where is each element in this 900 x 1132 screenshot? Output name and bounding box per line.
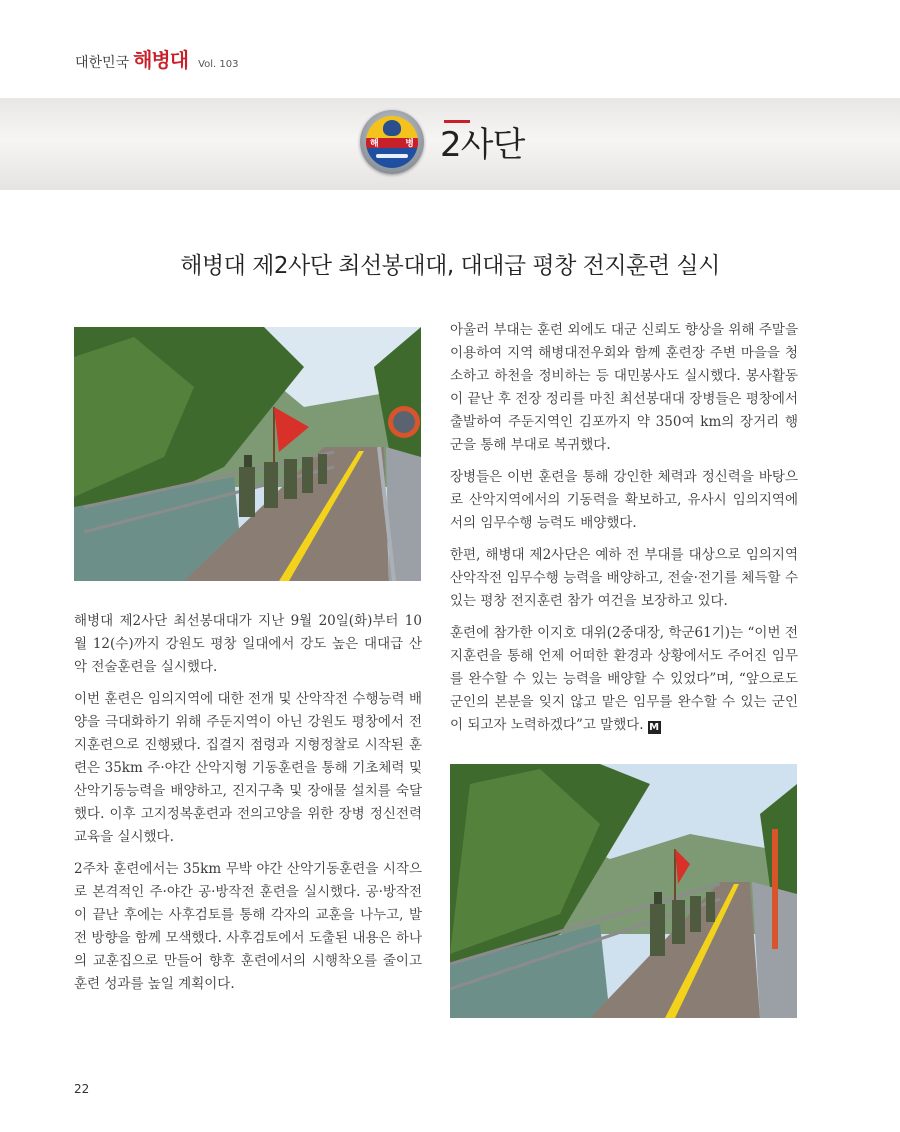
section-title: 2사단 xyxy=(440,125,525,165)
article-column-right xyxy=(450,319,798,746)
masthead xyxy=(75,44,238,73)
article-column-left xyxy=(74,610,422,1005)
photo-marines-march-2 xyxy=(450,764,797,1018)
photo-marines-march-1 xyxy=(74,327,421,581)
article-paragraph: 해병대 제2사단 최선봉대대가 지난 9월 20일(화)부터 10월 12(수)까지 강원도 평창 일대에서 강도 높은 대대급 산악 전술훈련을 실시했다. xyxy=(74,613,422,675)
marine-corps-emblem-icon xyxy=(360,110,424,174)
masthead-country: 대한민국 xyxy=(75,55,130,71)
article-paragraph: 이번 훈련은 임의지역에 대한 전개 및 산악작전 수행능력 배양을 극대화하기 위해 주둔지역이 아닌 강원도 평창에서 전지훈련으로 진행됐다. 집결지 점령과 지형정찰로 시작된 훈련은 35km 주·야간 산악지형 기동훈련을 통해 기초체력 및 산악기동능력을 배양하고, 진지구축 및 장애물 설치를 숙달했다. 이후 고지정복훈련과 전의고양을 위한 장병 정신전력 교육을 실시했다. xyxy=(74,691,422,845)
article-paragraph-text: 훈련에 참가한 이지호 대위(2중대장, 학군61기)는 “이번 전지훈련을 통해 언제 어떠한 환경과 상황에서도 주어진 임무를 완수할 수 있는 능력을 배양할 수 있었다”며, “앞으로도 군인의 본분을 잊지 않고 맡은 임무를 완수할 수 있는 군인이 되고자 노력하겠다”고 말했다. xyxy=(450,625,798,733)
emblem-face xyxy=(366,116,418,168)
masthead-brand: 해병대 xyxy=(133,48,189,72)
article-paragraph: 장병들은 이번 훈련을 통해 강인한 체력과 정신력을 바탕으로 산악지역에서의 기동력을 확보하고, 유사시 임의지역에서의 임무수행 능력도 배양했다. xyxy=(450,469,798,531)
emblem-wave xyxy=(376,154,408,158)
section-title-accent xyxy=(444,120,470,123)
dragon-icon xyxy=(383,120,401,136)
article-paragraph: 한편, 해병대 제2사단은 예하 전 부대를 대상으로 임의지역 산악작전 임무수행 능력을 배양하고, 전술·전기를 체득할 수 있는 평창 전지훈련 참가 여건을 보장하고 있다. xyxy=(450,547,798,609)
end-mark-icon: M xyxy=(649,722,660,733)
article-headline: 해병대 제2사단 최선봉대대, 대대급 평창 전지훈련 실시 xyxy=(180,253,720,279)
masthead-volume: Vol. 103 xyxy=(198,59,239,70)
article-paragraph-last xyxy=(450,622,798,737)
article-paragraph: 2주차 훈련에서는 35km 무박 야간 산악기동훈련을 시작으로 본격적인 주·야간 공·방작전 훈련을 실시했다. 공·방작전이 끝난 후에는 사후검토를 통해 각자의 교훈을 나누고, 발전 방향을 함께 모색했다. 사후검토에서 도출된 내용은 하나의 교훈집으로 만들어 향후 훈련에서의 시행착오를 줄이고 훈련 성과를 높일 계획이다. xyxy=(74,861,422,992)
emblem-left-char: 해 xyxy=(370,139,379,149)
page-number: 22 xyxy=(74,1082,90,1096)
emblem-right-char: 병 xyxy=(405,139,414,149)
article-paragraph: 아울러 부대는 훈련 외에도 대군 신뢰도 향상을 위해 주말을 이용하여 지역 해병대전우회와 함께 훈련장 주변 마을을 청소하고 하천을 정비하는 등 대민봉사도 실시했다. 봉사활동이 끝난 후 전장 정리를 마친 최선봉대대 장병들은 평창에서 출발하여 주둔지역인 김포까지 약 350여 km의 장거리 행군을 통해 부대로 복귀했다. xyxy=(450,322,798,453)
